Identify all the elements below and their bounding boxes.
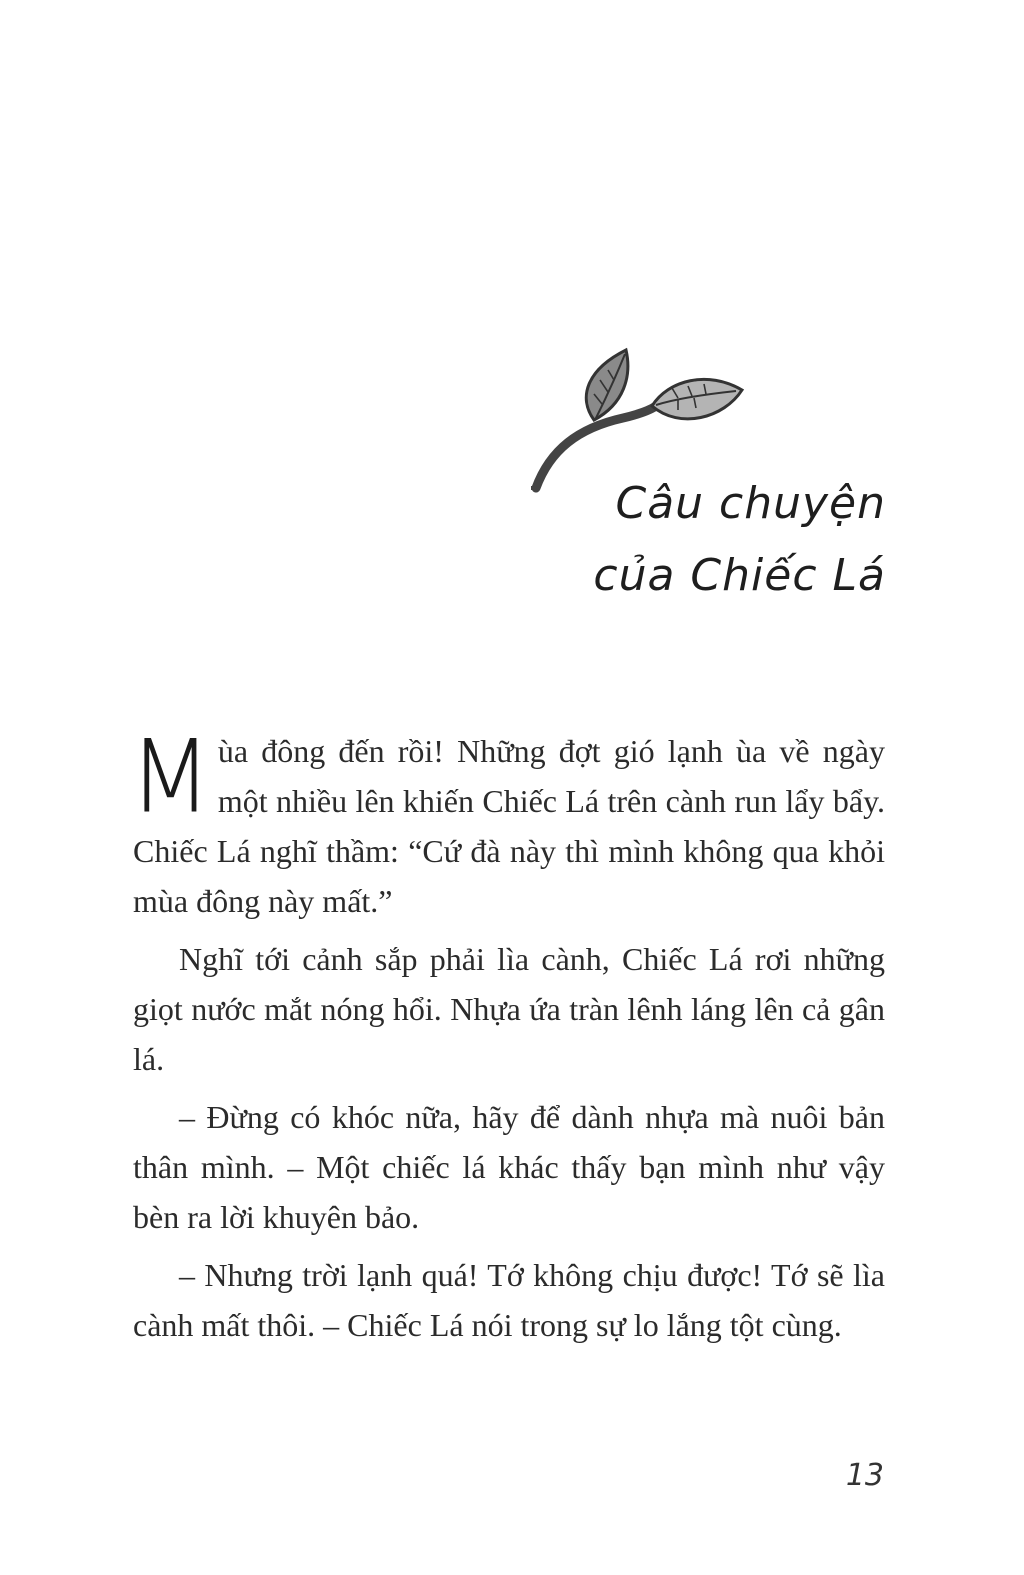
chapter-title <box>593 468 886 612</box>
paragraph-1 <box>129 718 885 926</box>
page-number: 13 <box>845 1458 884 1493</box>
paragraph-2: Nghĩ tới cảnh sắp phải lìa cành, Chiếc Lá rơi những giọt nước mắt nóng hổi. Nhựa ứa tràn lênh láng lên cả gân lá. <box>133 941 885 1077</box>
chapter-title-line-1: Câu chuyện <box>615 478 886 529</box>
paragraph-4: – Nhưng trời lạnh quá! Tớ không chịu được! Tớ sẽ lìa cành mất thôi. – Chiếc Lá nói trong sự lo lắng tột cùng. <box>133 1257 885 1343</box>
drop-cap: M <box>129 718 212 836</box>
paragraph-3: – Đừng có khóc nữa, hãy để dành nhựa mà nuôi bản thân mình. – Một chiếc lá khác thấy bạn mình như vậy bèn ra lời khuyên bảo. <box>133 1099 885 1235</box>
paragraph-1-text: ùa đông đến rồi! Những đợt gió lạnh ùa về ngày một nhiều lên khiến Chiếc Lá trên cành run lẩy bẩy. Chiếc Lá nghĩ thầm: “Cứ đà này thì mình không qua khỏi mùa đông này mất.” <box>133 733 885 919</box>
story-text <box>129 718 885 1358</box>
chapter-title-line-2: của Chiếc Lá <box>593 550 886 601</box>
